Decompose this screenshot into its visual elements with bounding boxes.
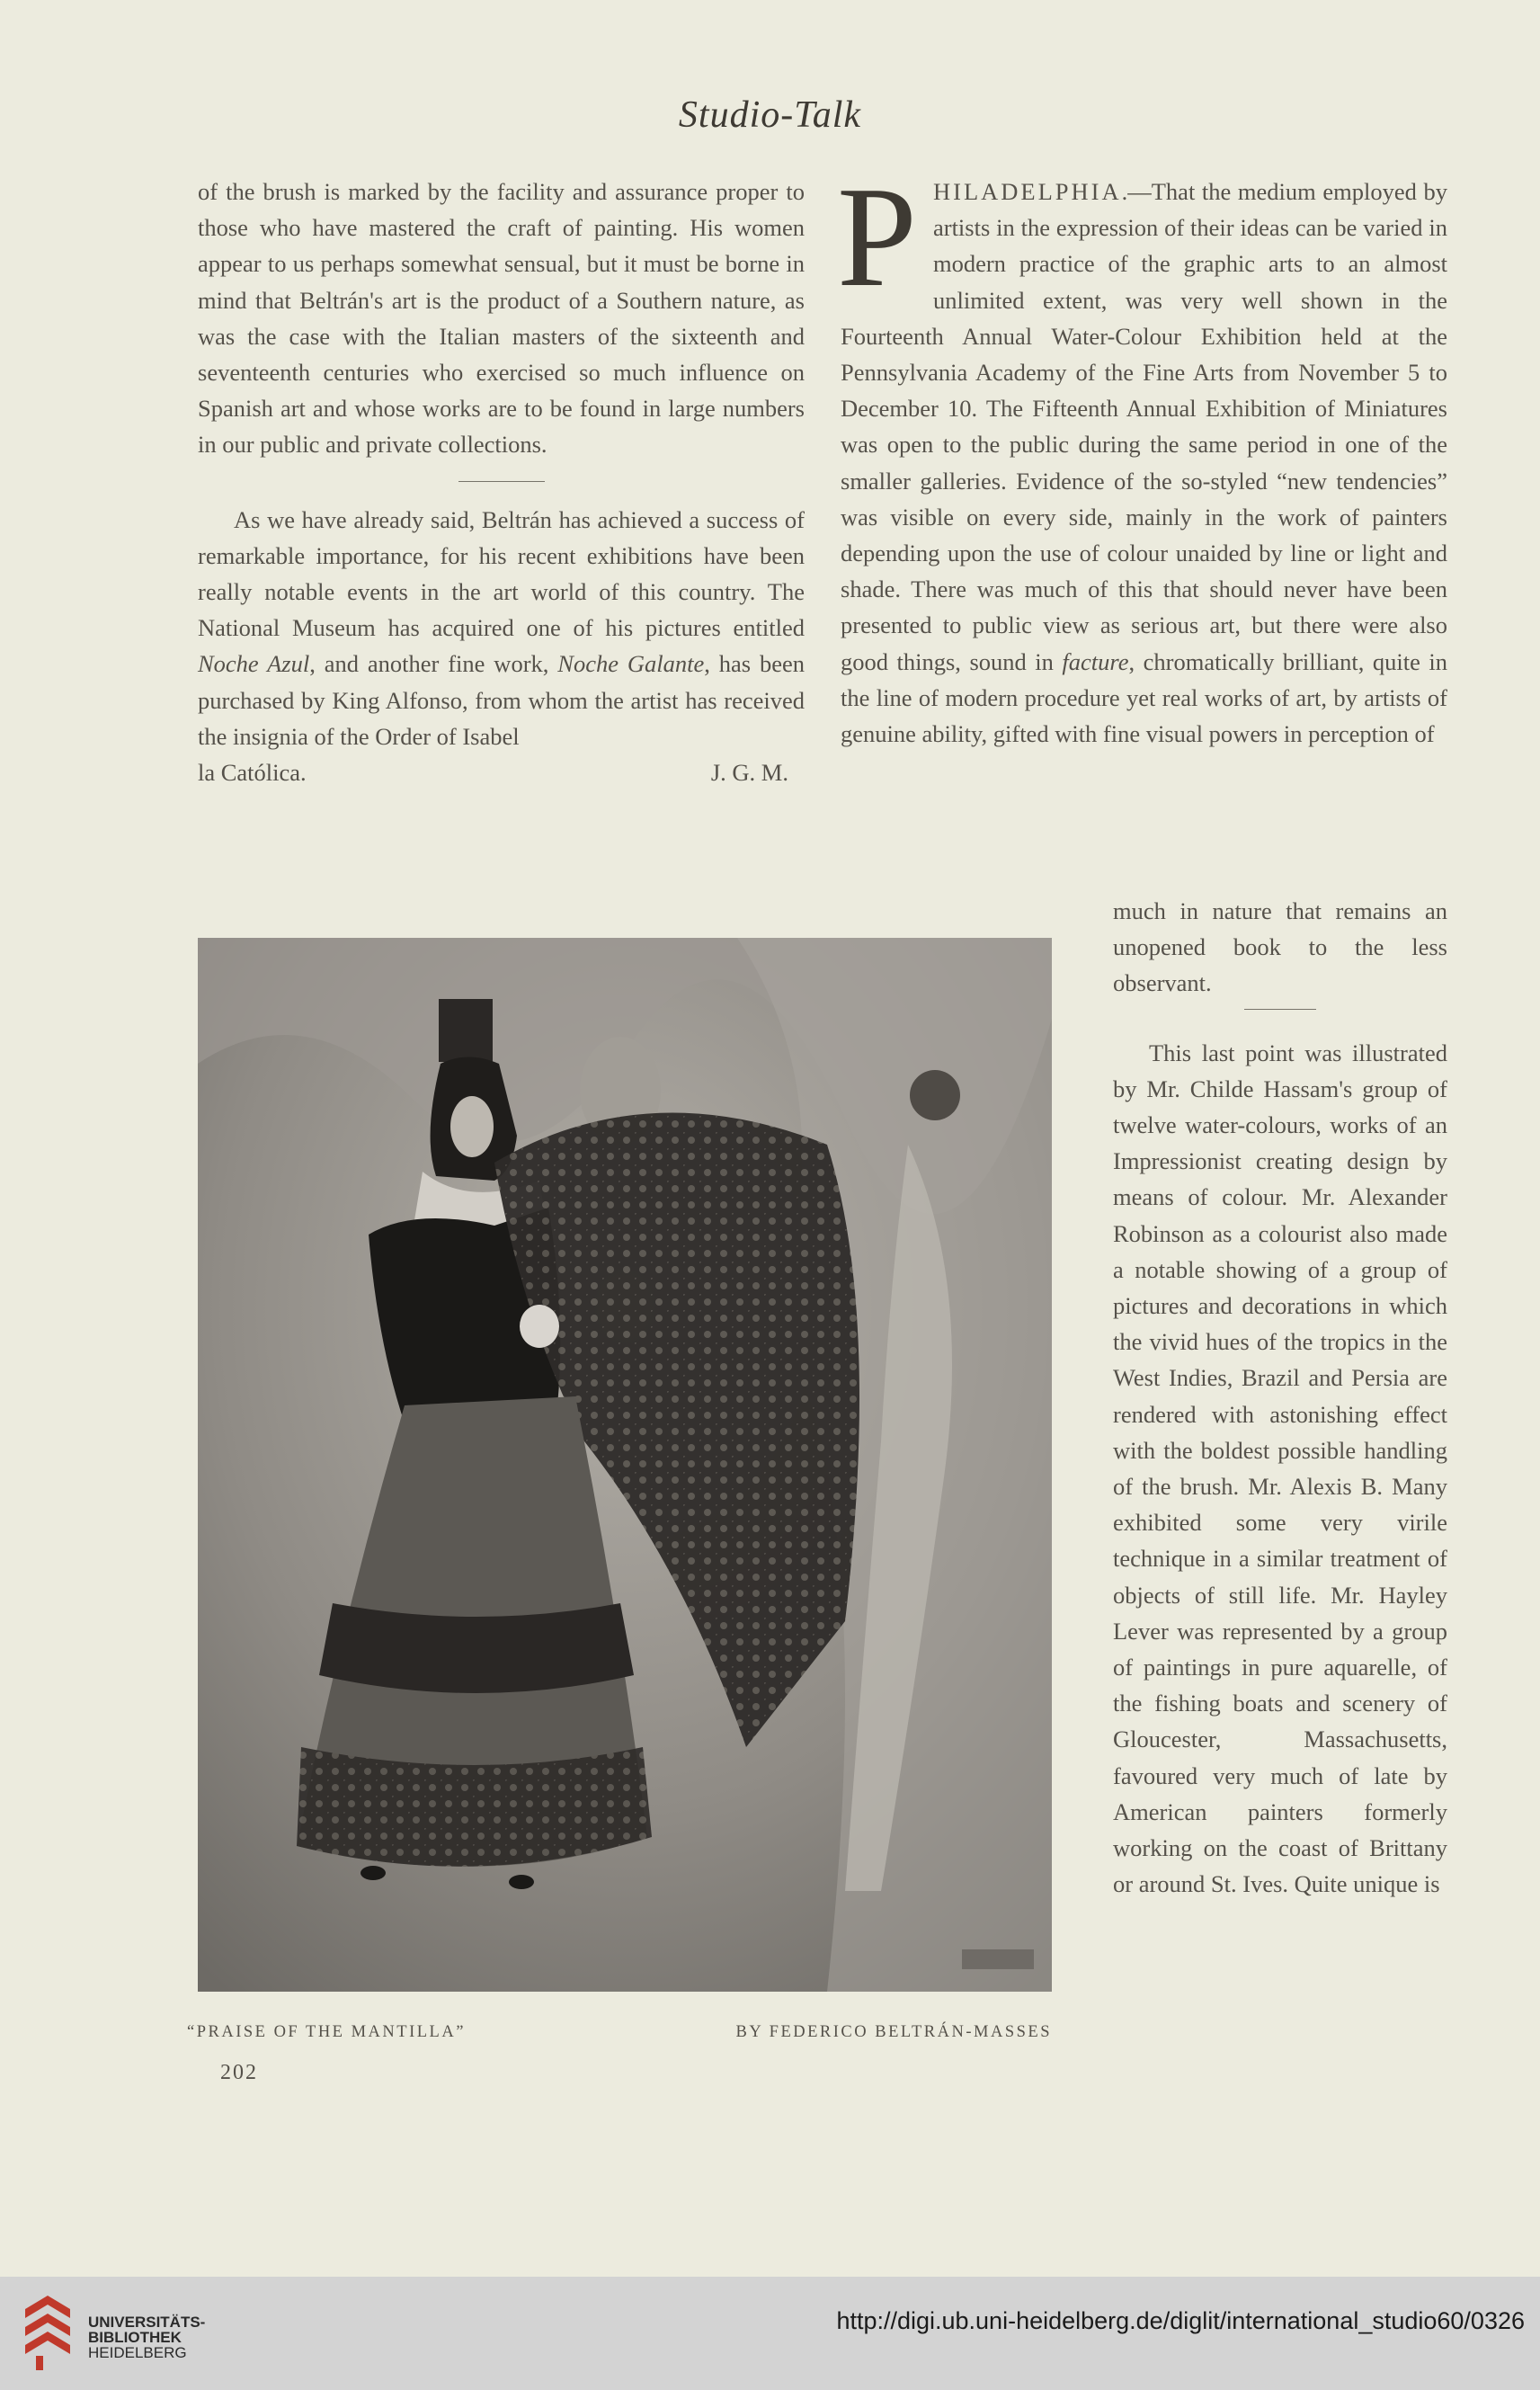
right-narrow-column xyxy=(1113,893,1447,1902)
signature-line: la Católica. J. G. M. xyxy=(198,754,805,790)
section-divider xyxy=(1244,1009,1316,1010)
library-logo-icon xyxy=(16,2291,77,2372)
paragraph: As we have already said, Beltrán has achieved a success of remarkable importance, for his recent exhibitions have been really notable events in the art world of this country. The National Museum has acquired one of his pictures entitled Noche Azul, and another fine work, Noche Galante, has been purchased by King Alfonso, from whom the artist has received the insignia of the Order of Isabel xyxy=(198,505,805,750)
city-heading: HILADELPHIA xyxy=(932,178,1122,205)
paragraph: of the brush is marked by the facility and assurance proper to those who have mastered the craft of painting. His women appear to us perhaps somewhat sensual, but it must be borne in mind that Beltrán's art is the product of a Southern nature, as was the case with the Italian masters of the sixteenth and seventeenth centuries who exercised so much influence on Spanish art and whose works are to be found in large numbers in our public and private collections. xyxy=(198,178,805,459)
artwork-title: Noche Azul xyxy=(198,650,310,678)
figure-caption xyxy=(187,2023,1052,2042)
paragraph: much in nature that remains an unopened book to the less observant. xyxy=(1113,897,1447,997)
source-url-link[interactable]: http://digi.ub.uni-heidelberg.de/diglit/international_studio60/0326 xyxy=(836,2307,1525,2334)
library-name: UNIVERSITÄTS- BIBLIOTHEK HEIDELBERG xyxy=(88,2314,206,2361)
painting-illustration xyxy=(198,938,1052,1992)
caption-artist: BY FEDERICO BELTRÁN-MASSES xyxy=(735,2023,1052,2041)
footer-bar xyxy=(0,2277,1540,2390)
caption-title: “PRAISE OF THE MANTILLA” xyxy=(187,2023,466,2041)
running-header: Studio-Talk xyxy=(678,94,862,136)
page-number: 202 xyxy=(220,2061,258,2084)
drop-cap: P xyxy=(837,156,917,317)
left-text-column xyxy=(198,174,805,790)
painting-image xyxy=(198,938,1052,1992)
paragraph: This last point was illustrated by Mr. Childe Hassam's group of twelve water-colours, works of an Impressionist creating design by means of colour. Mr. Alexander Robinson as a colourist also made a notable showing of a group of pictures and decorations in which the vivid hues of the tropics in the West Indies, Brazil and Persia are rendered with astonishing effect with the boldest possible handling of the brush. Mr. Alexis B. Many exhibited some very virile technique in a similar treatment of objects of still life. Mr. Hayley Lever was represented by a group of paintings in pure aquarelle, of the fishing boats and scenery of Gloucester, Massachusetts, favoured very much of late by American painters formerly working on the coast of Brittany or around St. Ives. Quite unique is xyxy=(1113,1039,1447,1898)
artwork-title: Noche Galante xyxy=(557,650,705,678)
author-signature: J. G. M. xyxy=(710,759,788,787)
right-text-column: PHILADELPHIA.—That the medium employed by artists in the expression of their ideas can be varied in modern practice of the graphic arts to an almost unlimited extent, was very well shown in the Fourteenth Annual Water-Colour Exhibition held at the Pennsylvania Academy of the Fine Arts from November 5 to December 10. The Fifteenth Annual Exhibition of Miniatures was open to the public during the same period in one of the smaller galleries. Evidence of the so-styled “new tendencies” was visible on every side, mainly in the work of painters depending upon the use of colour unaided by line or light and shade. There was much of this that should never have been presented to public view as serious art, but there were also good things, sound in facture, chromatically brilliant, quite in the line of modern procedure yet real works of art, by artists of genuine ability, gifted with fine visual powers in perception of xyxy=(837,156,1447,748)
section-divider xyxy=(458,481,545,482)
